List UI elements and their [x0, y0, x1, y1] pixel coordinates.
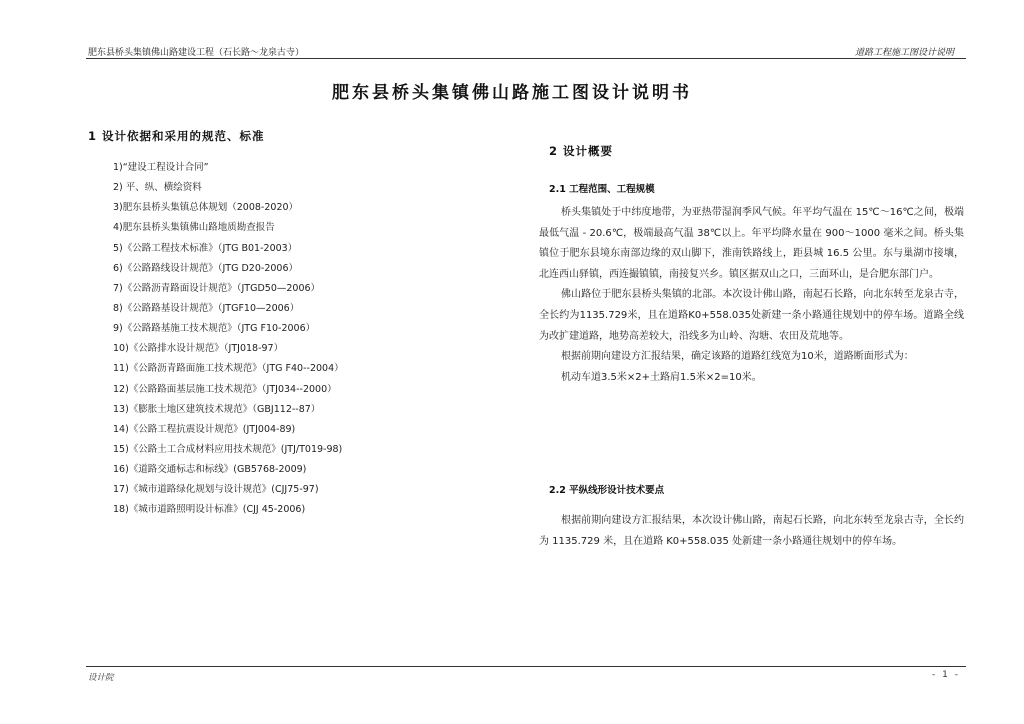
paragraph: 佛山路位于肥东县桥头集镇的北部。本次设计佛山路，南起石长路，向北东转至龙泉古寺，全长约为1135.729米，且在道路K0+558.035处新建一条小路通往规划中的停车场。道路全线为改扩建道路，地势高差较大，沿线多为山岭、沟塘、农田及荒地等。	[539, 289, 964, 342]
reference-item: 1)“建设工程设计合同”	[113, 162, 209, 173]
reference-item: 12)《公路路面基层施工技术规范》（JTJ034--2000）	[113, 383, 337, 395]
reference-item: 6)《公路路线设计规范》（JTG D20-2006）	[113, 262, 298, 274]
reference-item: 15)《公路土工合成材料应用技术规范》(JTJ/T019-98)	[113, 443, 343, 455]
footer-institute: 设计院	[88, 673, 114, 683]
reference-item: 17)《城市道路绿化规划与设计规范》(CJJ75-97)	[113, 484, 319, 496]
subsection-2-1-body	[539, 203, 964, 388]
paragraph: 根据前期向建设方汇报结果，本次设计佛山路，南起石长路，向北东转至龙泉古寺，全长约为 1135.729 米，且在道路 K0+558.035 处新建一条小路通往规划中的停车场。	[539, 515, 964, 547]
reference-item: 10)《公路排水设计规范》（JTJ018-97）	[113, 343, 284, 355]
subsection-2-2-body	[539, 511, 964, 552]
footer-divider	[86, 666, 966, 667]
reference-item: 14)《公路工程抗震设计规范》(JTJ004-89)	[113, 423, 296, 435]
subsection-2-1-heading: 2.1 工程范围、工程规模	[549, 184, 655, 195]
header-document-type: 道路工程施工图设计说明	[854, 48, 954, 58]
reference-item: 16)《道路交通标志和标线》(GB5768-2009)	[113, 464, 307, 476]
reference-item: 9)《公路路基施工技术规范》（JTG F10-2006）	[113, 323, 316, 335]
reference-item: 13)《膨胀土地区建筑技术规范》（GBJ112--87）	[113, 403, 321, 415]
reference-item: 2) 平、纵、横绘资料	[113, 182, 202, 194]
paragraph: 根据前期向建设方汇报结果，确定该路的道路红线宽为10米，道路断面形式为：	[561, 351, 914, 363]
page-title: 肥东县桥头集镇佛山路施工图设计说明书	[332, 83, 692, 103]
paragraph: 机动车道3.5米×2+土路肩1.5米×2=10米。	[561, 371, 762, 383]
section-2-heading: 2 设计概要	[549, 144, 614, 158]
header-divider	[86, 58, 966, 59]
reference-item: 4)肥东县桥头集镇佛山路地质勘查报告	[113, 222, 275, 234]
reference-item: 8)《公路路基设计规范》（JTGF10—2006）	[113, 302, 300, 314]
reference-item: 3)肥东县桥头集镇总体规划（2008-2020）	[113, 202, 299, 214]
page-number: - 1 -	[932, 670, 960, 680]
paragraph: 桥头集镇处于中纬度地带，为亚热带湿润季风气候。年平均气温在 15℃～16℃之间，极端最低气温 - 20.6℃，极端最高气温 38℃以上。年平均降水量在 900～1000 毫米之间。桥头集镇位于肥东县境东南部边缘的双山脚下，淮南铁路线上，距县城 16.5 公里。东与巢湖市接壤，北连西山驿镇，西连撮镇镇，南接复兴乡。镇区据双山之口，三面环山，是合肥东部门户。	[539, 207, 964, 280]
reference-item: 18)《城市道路照明设计标准》(CJJ 45-2006)	[113, 504, 306, 516]
subsection-2-2-heading: 2.2 平纵线形设计技术要点	[549, 485, 665, 496]
reference-item: 5)《公路工程技术标准》（JTG B01-2003）	[113, 242, 298, 254]
reference-list	[113, 158, 344, 521]
reference-item: 11)《公路沥青路面施工技术规范》（JTG F40--2004）	[113, 363, 344, 375]
header-project-title: 肥东县桥头集镇佛山路建设工程（石长路～龙泉古寺）	[88, 48, 305, 58]
reference-item: 7)《公路沥青路面设计规范》（JTGD50—2006）	[113, 282, 321, 294]
section-1-heading: 1 设计依据和采用的规范、标准	[88, 129, 265, 143]
